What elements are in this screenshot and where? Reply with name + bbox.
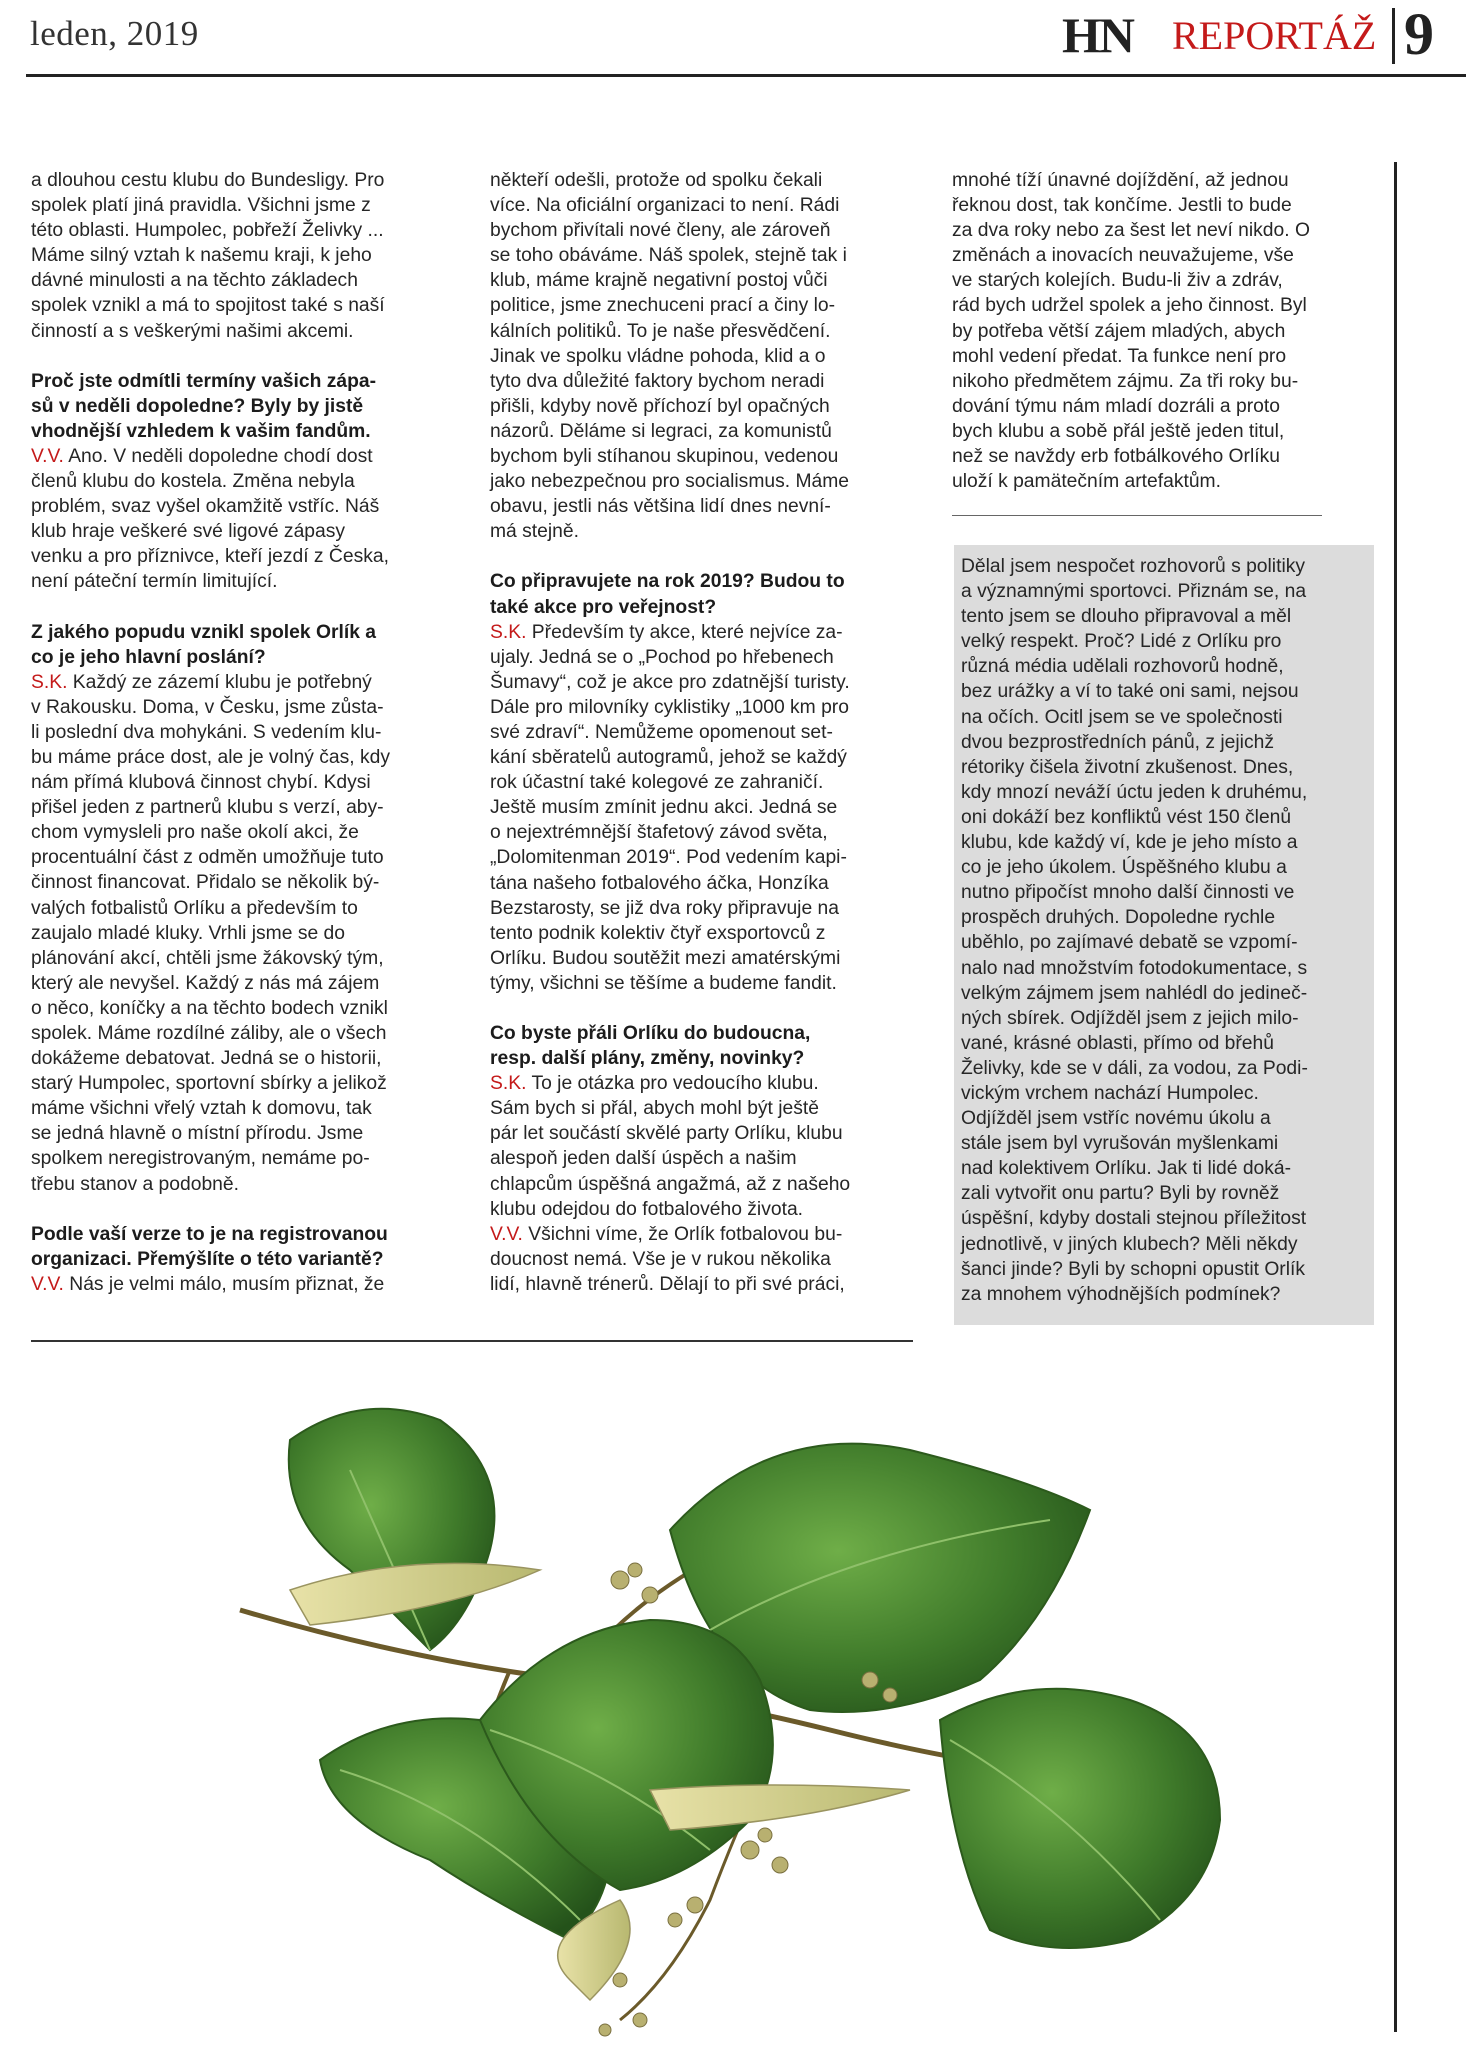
linden-leaves-icon — [150, 1380, 1410, 2048]
text-line: li poslední dva mohykáni. S vedením klu- — [31, 721, 382, 743]
text-line: dávné minulosti a na těchto základech — [31, 270, 358, 292]
text-line: kání sběratelů autogramů, jehož se každý — [490, 747, 847, 769]
spacer — [31, 344, 461, 369]
text-fragment: Nás je velmi málo, musím přiznat, že — [63, 1273, 385, 1295]
text-line: plánování akcí, chtěli jsme žákovský tým, — [31, 947, 384, 969]
header-divider — [1392, 8, 1395, 64]
text-line: který ale nevyšel. Každý z nás má zájem — [31, 972, 380, 994]
interview-answer — [490, 620, 920, 996]
text-line: „Dolomitenman 2019“. Pod vedením kapi- — [490, 847, 847, 869]
text-line: dování týmu nám mladí dozráli a proto — [952, 395, 1280, 417]
text-line: Želivky, kde se v dáli, za vodou, za Podi- — [961, 1057, 1308, 1079]
text-line: mnohé tíží únavné dojíždění, až jednou — [952, 170, 1289, 191]
question-line: Proč jste odmítli termíny vašich zápa- — [31, 370, 377, 392]
text-line: jednotlivě, v jiných klubech? Měli někdy — [961, 1233, 1298, 1255]
issue-date: leden, 2019 — [30, 14, 199, 53]
text-line: rok účastní také kolegové ze zahraničí. — [490, 772, 824, 794]
text-line: členů klubu do kostela. Změna nebyla — [31, 471, 355, 493]
text-line: činnost financovat. Přidalo se několik bý- — [31, 872, 380, 894]
text-line: by potřeba větší zájem mladých, abych — [952, 320, 1286, 342]
question-line: sů v neděli dopoledne? Byly by jistě — [31, 395, 364, 417]
answer-first-line — [31, 444, 461, 469]
text-line: za mnohem výhodnějších podmínek? — [961, 1283, 1281, 1305]
spacer — [490, 544, 920, 569]
text-line: třebu stanov a podobně. — [31, 1173, 239, 1195]
text-line: pár let součástí skvělé party Orlíku, klubu — [490, 1123, 843, 1145]
text-line: tento podnik kolektiv čtyř exsportovců z — [490, 922, 826, 944]
article-column-3 — [952, 168, 1380, 494]
page-header — [0, 0, 1482, 80]
text-line: spolek vznikl a má to spojitost také s naší — [31, 295, 385, 317]
speaker-initials: V.V. — [31, 1273, 64, 1295]
text-line: této oblasti. Humpolec, pobřeží Želivky ... — [31, 220, 384, 242]
text-line: o něco, koníčky a na těchto bodech vznikl — [31, 997, 388, 1019]
text-line: nám přímá klubová činnost chybí. Kdysi — [31, 772, 371, 794]
text-line: valých fotbalistů Orlíku a především to — [31, 897, 358, 919]
text-line: různá média udělali rozhovorů hodně, — [961, 656, 1284, 678]
text-line: není páteční termín limitující. — [31, 571, 278, 593]
interview-answer — [31, 444, 461, 595]
text-line: venku a pro příznivce, kteří jezdí z Česka, — [31, 546, 389, 568]
text-line: změnách a inovacích neuvažujeme, vše — [952, 245, 1294, 267]
answer-first-line — [490, 620, 920, 645]
text-line: obavu, jestli nás většina lidí dnes nevní- — [490, 496, 831, 518]
text-line: má stejně. — [490, 521, 579, 543]
text-line: uběhlo, po zajímavé debatě se vzpomí- — [961, 932, 1298, 954]
text-line: klub, máme krajně negativní postoj vůči — [490, 270, 828, 292]
interview-question — [490, 1021, 920, 1071]
text-line: Máme silný vztah k našemu kraji, k jeho — [31, 245, 372, 267]
text-line: zaujalo mladé kluky. Vrhli jsme se do — [31, 922, 345, 944]
text-line: stále jsem byl vyrušován myšlenkami — [961, 1133, 1279, 1155]
question-line: Podle vaší verze to je na registrovanou — [31, 1223, 388, 1245]
hn-logo: HN — [1062, 7, 1133, 63]
text-line: tyto dva důležité faktory bychom neradi — [490, 370, 825, 392]
question-line: vhodnější vzhledem k vašim fandům. — [31, 420, 371, 442]
paragraph — [952, 168, 1380, 494]
question-line: organizaci. Přemýšlíte o této variantě? — [31, 1248, 384, 1270]
text-line: procentuální část z odměn umožňuje tuto — [31, 847, 384, 869]
article-column-1 — [31, 168, 461, 1297]
text-line: Ještě musím zmínit jednu akci. Jedná se — [490, 797, 838, 819]
paragraph — [31, 168, 461, 344]
text-line: alespoň jeden další úspěch a našim — [490, 1148, 797, 1170]
text-line: spolek. Máme rozdílné záliby, ale o všech — [31, 1023, 387, 1044]
text-line: Sám bych si přál, abych mohl být ještě — [490, 1098, 819, 1120]
text-line: lidí, hlavně trénerů. Dělají to při své práci, — [490, 1273, 845, 1295]
question-line: co je jeho hlavní poslání? — [31, 646, 266, 668]
question-line: Co připravujete na rok 2019? Budou to — [490, 571, 845, 593]
text-line: někteří odešli, protože od spolku čekali — [490, 170, 823, 191]
text-line: ujaly. Jedná se o „Pochod po hřebenech — [490, 646, 834, 668]
spacer — [490, 996, 920, 1021]
interview-answer — [31, 670, 461, 1197]
question-line: Co byste přáli Orlíku do budoucna, — [490, 1023, 811, 1044]
text-line: nikoho předmětem zájmu. Za tři roky bu- — [952, 370, 1299, 392]
text-line: přišel jeden z partnerů klubu s verzí, aby- — [31, 797, 384, 819]
interview-question — [31, 369, 461, 444]
answer-first-line — [490, 1071, 920, 1096]
text-line: v Rakousku. Doma, v Česku, jsme zůsta- — [31, 696, 384, 718]
text-line: své zdraví“. Nemůžeme opomenout set- — [490, 721, 833, 743]
text-line: prospěch druhých. Dopoledne rychle — [961, 907, 1276, 929]
text-line: velkým zájmem jsem nahlédl do jedineč- — [961, 982, 1308, 1004]
text-line: a významnými sportovci. Přiznám se, na — [961, 581, 1307, 603]
text-line: spolkem neregistrovaným, nemáme po- — [31, 1148, 370, 1170]
text-line: ných sbírek. Odjížděl jsem z jejich milo- — [961, 1007, 1299, 1029]
text-fragment: Každý ze zázemí klubu je potřebný — [67, 671, 372, 693]
text-line: bych klubu a sobě přál ještě jeden titul, — [952, 420, 1285, 442]
speaker-initials: S.K. — [490, 621, 527, 643]
text-line: šanci jinde? Byli by schopni opustit Orlík — [961, 1258, 1306, 1280]
text-line: nalo nad množstvím fotodokumentace, s — [961, 957, 1308, 979]
text-line: problém, svaz vyšel okamžitě vstříc. Náš — [31, 496, 380, 518]
text-line: oni dokáží bez konfliktů vést 150 členů — [961, 806, 1292, 828]
text-line: Jinak ve spolku vládne pohoda, klid a o — [490, 345, 826, 367]
text-line: bu máme práce dost, ale je volný čas, kdy — [31, 746, 391, 768]
text-fragment: Především ty akce, které nejvíce za- — [526, 621, 843, 643]
page-number: 9 — [1404, 1, 1434, 67]
text-line: řeknou dost, tak končíme. Jestli to bude — [952, 195, 1292, 217]
text-line: Dělal jsem nespočet rozhovorů s politiky — [961, 556, 1306, 577]
question-line: Z jakého popudu vznikl spolek Orlík a — [31, 621, 376, 643]
interview-answer — [490, 1222, 920, 1297]
text-line: co je jeho úkolem. Úspěšného klubu a — [961, 857, 1287, 879]
text-line: zali vytvořit onu partu? Byli by rovněž — [961, 1183, 1280, 1205]
text-line: bychom byli stíhanou skupinou, vedenou — [490, 446, 839, 468]
interview-answer — [31, 1272, 461, 1297]
answer-first-line — [31, 670, 461, 695]
text-line: klubu odejdou do fotbalového života. — [490, 1198, 804, 1220]
text-line: o nejextrémnější štafetový závod světa, — [490, 822, 828, 844]
text-line: nutno připočíst mnoho další činnosti ve — [961, 882, 1295, 904]
interview-answer — [490, 1071, 920, 1222]
interview-question — [490, 569, 920, 619]
text-line: máme všichni vřelý vztah k domovu, tak — [31, 1098, 372, 1120]
text-line: rétoriky čišela životní zkušenost. Dnes, — [961, 756, 1294, 778]
speaker-initials: S.K. — [31, 671, 68, 693]
text-fragment: To je otázka pro vedoucího klubu. — [526, 1073, 819, 1095]
text-line: dokážeme debatovat. Jedná se o historii, — [31, 1048, 382, 1070]
text-line: vané, krásné oblasti, přímo od břehů — [961, 1032, 1274, 1054]
spacer — [31, 595, 461, 620]
text-line: tento jsem se dlouho připravoval a měl — [961, 606, 1292, 628]
text-line: Dále pro milovníky cyklistiky „1000 km pro — [490, 696, 849, 718]
text-line: jako nebezpečnou pro socialismus. Máme — [490, 471, 850, 493]
text-line: za dva roky nebo za šest let neví nikdo. O — [952, 220, 1310, 242]
text-line: bez urážky a ví to také oni sami, nejsou — [961, 681, 1299, 703]
text-line: uloží k pamätečním artefaktům. — [952, 471, 1221, 493]
header-rule — [26, 74, 1466, 77]
interview-question — [31, 620, 461, 670]
text-line: než se navždy erb fotbálkového Orlíku — [952, 446, 1280, 468]
spacer — [31, 1197, 461, 1222]
text-line: se jedná hlavně o místní přírodu. Jsme — [31, 1123, 364, 1145]
text-line: kdy mnozí neváží úctu jeden k druhému, — [961, 781, 1308, 803]
text-line: ve starých kolejích. Budu-li živ a zdráv, — [952, 270, 1283, 292]
article-bottom-rule — [31, 1340, 913, 1342]
text-line: tána našeho fotbalového áčka, Honzíka — [490, 872, 829, 894]
text-line: kálních politiků. To je naše přesvědčení. — [490, 320, 831, 342]
text-line: dvou bezprostředních pánů, z jejichž — [961, 731, 1274, 753]
text-line: bychom přivítali nové členy, ale zároveň — [490, 220, 831, 242]
text-line: úspěšní, kdyby dostali stejnou příležitost — [961, 1208, 1307, 1230]
answer-first-line — [31, 1272, 461, 1297]
article-column-2 — [490, 168, 920, 1297]
speaker-initials: V.V. — [490, 1223, 523, 1245]
text-line: se toho obáváme. Náš spolek, stejně tak i — [490, 245, 847, 267]
text-line: týmy, všichni se těšíme a budeme fandit. — [490, 972, 837, 994]
paragraph — [490, 168, 920, 544]
question-line: také akce pro veřejnost? — [490, 596, 717, 618]
text-fragment: Všichni víme, že Orlík fotbalovou bu- — [522, 1223, 843, 1245]
answer-first-line — [490, 1222, 920, 1247]
text-line: spolek platí jiná pravidla. Všichni jsme z — [31, 195, 371, 217]
text-line: na očích. Ocitl jsem se ve společnosti — [961, 706, 1283, 728]
text-line: přišli, kdyby nově příchozí byl opačných — [490, 395, 830, 417]
text-line: činností a s veškerými našimi akcemi. — [31, 320, 354, 342]
text-line: starý Humpolec, sportovní sbírky a jelikož — [31, 1073, 387, 1095]
text-line: doucnost nemá. Vše je v rukou několika — [490, 1248, 831, 1270]
speaker-initials: V.V. — [31, 445, 64, 467]
text-line: politice, jsme znechuceni prací a činy lo- — [490, 295, 836, 317]
text-line: chom vymysleli pro naše okolí akci, že — [31, 822, 359, 844]
text-line: Orlíku. Budou soutěžit mezi amatérskými — [490, 947, 841, 969]
sidebar-box-text — [961, 554, 1371, 1307]
text-fragment: Ano. V neděli dopoledne chodí dost — [63, 445, 373, 467]
text-line: mohl vedení předat. Ta funkce není pro — [952, 345, 1287, 367]
text-line: názorů. Děláme si legraci, za komunistů — [490, 420, 832, 442]
interview-question — [31, 1222, 461, 1272]
text-line: nad kolektivem Orlíku. Jak ti lidé doká- — [961, 1158, 1292, 1180]
text-line: velký respekt. Proč? Lidé z Orlíku pro — [961, 631, 1282, 653]
text-line: chlapcům úspěšná angažmá, až z našeho — [490, 1173, 851, 1195]
text-line: rád bych udržel spolek a jeho činnost. Byl — [952, 295, 1307, 317]
column-3-rule — [952, 515, 1322, 516]
section-title: REPORTÁŽ — [1172, 13, 1377, 58]
text-line: Bezstarosty, se již dva roky připravuje na — [490, 897, 839, 919]
text-line: více. Na oficiální organizaci to není. Rádi — [490, 195, 840, 217]
text-line: a dlouhou cestu klubu do Bundesligy. Pro — [31, 170, 385, 191]
text-line: Šumavy“, což je akce pro zdatnější turisty. — [490, 671, 850, 693]
text-line: klub hraje veškeré své ligové zápasy — [31, 521, 346, 543]
text-line: vickým vrchem nachází Humpolec. — [961, 1082, 1259, 1104]
text-line: klubu, kde každý ví, kde je jeho místo a — [961, 832, 1298, 854]
speaker-initials: S.K. — [490, 1073, 527, 1095]
text-line: Odjížděl jsem vstříc novému úkolu a — [961, 1108, 1271, 1130]
question-line: resp. další plány, změny, novinky? — [490, 1048, 805, 1070]
